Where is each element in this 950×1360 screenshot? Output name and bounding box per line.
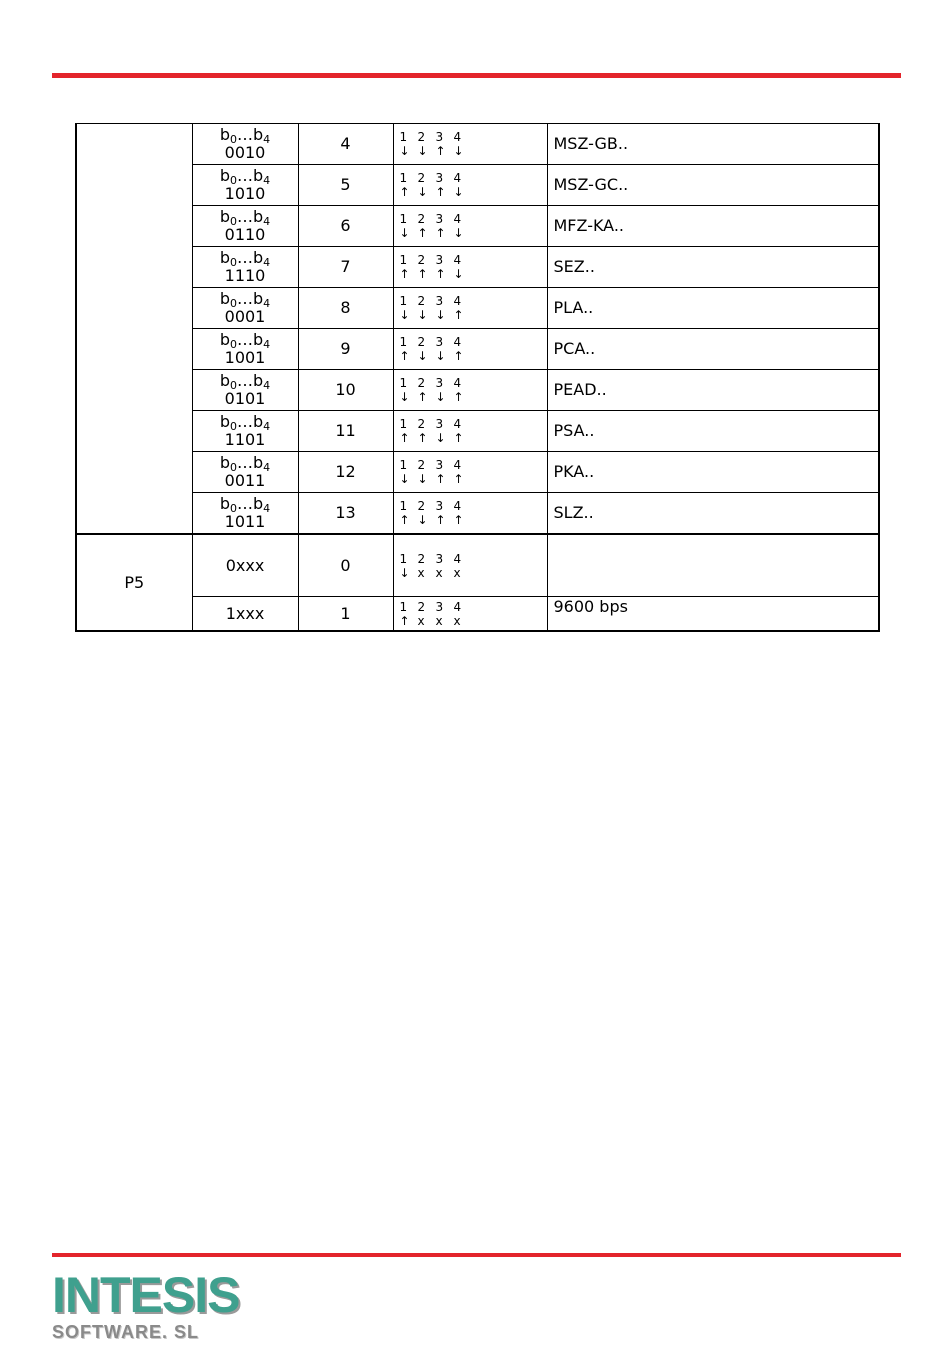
switch-state-arrow: ↓ (399, 472, 410, 486)
bit-letter: b (219, 289, 230, 308)
switch-state-arrow: ↓ (399, 390, 410, 404)
switch-states (400, 226, 547, 240)
dip-switch-positions (393, 124, 547, 165)
switch-numbers (400, 417, 547, 431)
logo-wordmark: INTESIS (52, 1267, 240, 1323)
bits-range-label (193, 372, 298, 390)
switch-number: 4 (453, 130, 462, 144)
bits-value: 0101 (224, 389, 266, 408)
bit-subscript: 0 (230, 379, 237, 392)
switch-state-arrow: ↓ (417, 472, 428, 486)
table-row (76, 370, 879, 411)
switch-number: 4 (453, 212, 462, 226)
switch-state-arrow: ↓ (417, 349, 428, 363)
switch-states (400, 614, 547, 628)
switch-states (400, 513, 547, 527)
bit-subscript: 0 (230, 215, 237, 228)
bit-letter: b (219, 125, 230, 144)
switch-state-arrow: ↑ (399, 185, 410, 199)
switch-state-arrow: ↑ (435, 185, 446, 199)
switch-numbers (400, 212, 547, 226)
switch-state-arrow: ↑ (435, 144, 446, 158)
switch-number: 1 (399, 599, 408, 614)
switch-state-arrow: ↑ (453, 472, 464, 486)
model-cell (547, 534, 879, 597)
switch-states (400, 308, 547, 322)
switch-number: 1 (399, 376, 408, 390)
bits-cell (192, 288, 298, 329)
switch-number: 3 (435, 335, 444, 349)
switch-state-arrow: x (435, 565, 443, 580)
bits-range-label (193, 413, 298, 431)
switch-number: 3 (435, 212, 444, 226)
table-row (76, 247, 879, 288)
model-cell: PSA.. (547, 411, 879, 452)
value-cell: 7 (298, 247, 393, 288)
switch-state-arrow: ↑ (435, 267, 446, 281)
bit-letter: b (219, 412, 230, 431)
switch-number: 2 (417, 212, 426, 226)
dip-switch-positions (393, 452, 547, 493)
switch-state-arrow: ↑ (399, 513, 410, 527)
switch-state-arrow: ↓ (453, 226, 464, 240)
switch-state-arrow: ↓ (435, 308, 446, 322)
switch-numbers (400, 600, 547, 614)
switch-number: 2 (417, 458, 426, 472)
switch-state-arrow: x (453, 565, 461, 580)
switch-number: 2 (417, 551, 426, 566)
switch-state-arrow: ↑ (435, 226, 446, 240)
table-row (76, 493, 879, 535)
switch-state-arrow: ↑ (417, 267, 428, 281)
bit-letter: b (219, 371, 230, 390)
switch-number: 4 (453, 417, 462, 431)
model-cell: PEAD.. (547, 370, 879, 411)
switch-state-arrow: ↑ (453, 308, 464, 322)
switch-state-arrow: ↓ (417, 513, 428, 527)
model-cell: 9600 bps (547, 597, 879, 632)
bit-subscript: 0 (230, 133, 237, 146)
switch-state-arrow: ↓ (435, 431, 446, 445)
switch-number: 3 (435, 599, 444, 614)
bit-range-dots: …b (237, 125, 264, 144)
dip-switch-positions (393, 411, 547, 452)
bit-range-dots: …b (237, 453, 264, 472)
bits-range-label (193, 290, 298, 308)
bit-range-dots: …b (237, 494, 264, 513)
bits-value: 0011 (224, 471, 266, 490)
switch-state-arrow: ↑ (453, 513, 464, 527)
table-row (76, 206, 879, 247)
bits-cell (192, 411, 298, 452)
switch-state-arrow: ↑ (399, 613, 410, 628)
switch-number: 4 (453, 458, 462, 472)
switch-state-arrow: ↓ (399, 308, 410, 322)
logo-subtitle: SOFTWARE. SL (52, 1322, 199, 1342)
switch-number: 2 (417, 253, 426, 267)
value-cell: 8 (298, 288, 393, 329)
bit-subscript: 4 (263, 297, 271, 310)
value-cell: 6 (298, 206, 393, 247)
switch-state-arrow: ↑ (399, 349, 410, 363)
bits-range-label (193, 331, 298, 349)
bit-range-dots: …b (237, 371, 264, 390)
switch-number: 2 (417, 335, 426, 349)
switch-number: 3 (435, 551, 444, 566)
switch-number: 2 (417, 130, 426, 144)
bit-range-dots: …b (237, 166, 264, 185)
bit-subscript: 0 (230, 461, 237, 474)
switch-numbers (400, 458, 547, 472)
bit-subscript: 0 (230, 256, 237, 269)
switch-state-arrow: ↓ (417, 185, 428, 199)
bit-subscript: 0 (230, 338, 237, 351)
switch-state-arrow: ↓ (417, 308, 428, 322)
dip-switch-positions (393, 247, 547, 288)
bits-cell (192, 329, 298, 370)
value-cell: 0 (298, 534, 393, 597)
bit-subscript: 0 (230, 420, 237, 433)
switch-state-arrow: ↑ (417, 226, 428, 240)
switch-number: 4 (453, 376, 462, 390)
bits-value: 1010 (224, 184, 266, 203)
footer-rule (52, 1253, 901, 1257)
bits-range-label (193, 249, 298, 267)
bits-range-label (193, 208, 298, 226)
switch-state-arrow: ↑ (417, 390, 428, 404)
bit-subscript: 4 (263, 420, 271, 433)
switch-number: 2 (417, 376, 426, 390)
bits-value: 1001 (224, 348, 266, 367)
table-row (76, 124, 879, 165)
bit-range-dots: …b (237, 207, 264, 226)
model-cell: MSZ-GC.. (547, 165, 879, 206)
table-row (76, 411, 879, 452)
switch-number: 4 (453, 551, 462, 566)
switch-state-arrow: x (417, 613, 425, 628)
bits-value: 1011 (224, 512, 266, 531)
bits-value: 1101 (224, 430, 266, 449)
bit-letter: b (219, 494, 230, 513)
bit-range-dots: …b (237, 248, 264, 267)
switch-number: 3 (435, 294, 444, 308)
switch-number: 3 (435, 130, 444, 144)
switch-number: 3 (435, 499, 444, 513)
bit-subscript: 4 (263, 461, 271, 474)
value-cell: 1 (298, 597, 393, 632)
bits-value: 1110 (224, 266, 266, 285)
bit-letter: b (219, 453, 230, 472)
switch-number: 4 (453, 499, 462, 513)
switch-state-arrow: ↓ (453, 267, 464, 281)
switch-number: 4 (453, 335, 462, 349)
bit-letter: b (219, 248, 230, 267)
bit-range-dots: …b (237, 330, 264, 349)
header-rule (52, 73, 901, 78)
bits-range-label (193, 167, 298, 185)
parameter-cell-empty (76, 124, 192, 535)
switch-state-arrow: ↑ (435, 472, 446, 486)
bit-letter: b (219, 330, 230, 349)
switch-number: 1 (399, 130, 408, 144)
bits-cell (192, 247, 298, 288)
switch-numbers (400, 171, 547, 185)
bit-subscript: 4 (263, 256, 271, 269)
switch-numbers (400, 294, 547, 308)
value-cell: 13 (298, 493, 393, 535)
model-cell: PLA.. (547, 288, 879, 329)
switch-number: 4 (453, 253, 462, 267)
bits-cell: 1xxx (192, 597, 298, 632)
switch-numbers (400, 376, 547, 390)
bits-cell (192, 124, 298, 165)
switch-number: 1 (399, 212, 408, 226)
switch-numbers (400, 253, 547, 267)
switch-states (400, 390, 547, 404)
dip-switch-positions (393, 534, 547, 597)
value-cell: 11 (298, 411, 393, 452)
switch-state-arrow: ↑ (453, 431, 464, 445)
switch-state-arrow: x (435, 613, 443, 628)
switch-numbers (400, 552, 547, 566)
table-row (76, 452, 879, 493)
switch-number: 1 (399, 171, 408, 185)
model-cell: SEZ.. (547, 247, 879, 288)
bits-cell (192, 370, 298, 411)
dip-switch-positions (393, 288, 547, 329)
switch-state-arrow: ↑ (453, 390, 464, 404)
model-cell: PKA.. (547, 452, 879, 493)
bits-value: 0010 (224, 143, 266, 162)
switch-state-arrow: x (417, 565, 425, 580)
switch-number: 2 (417, 599, 426, 614)
bit-letter: b (219, 207, 230, 226)
switch-numbers (400, 335, 547, 349)
bit-subscript: 4 (263, 379, 271, 392)
bit-subscript: 4 (263, 215, 271, 228)
model-cell: MSZ-GB.. (547, 124, 879, 165)
switch-number: 1 (399, 551, 408, 566)
switch-number: 3 (435, 458, 444, 472)
bit-letter: b (219, 166, 230, 185)
bits-range-label (193, 495, 298, 513)
dip-switch-positions (393, 370, 547, 411)
switch-state-arrow: ↑ (399, 431, 410, 445)
switch-number: 3 (435, 417, 444, 431)
bits-cell (192, 206, 298, 247)
switch-state-arrow: ↓ (399, 565, 410, 580)
switch-number: 3 (435, 171, 444, 185)
switch-state-arrow: ↑ (399, 267, 410, 281)
switch-state-arrow: ↓ (453, 144, 464, 158)
switch-number: 1 (399, 417, 408, 431)
bits-cell: 0xxx (192, 534, 298, 597)
switch-number: 1 (399, 499, 408, 513)
switch-number: 2 (417, 171, 426, 185)
switch-number: 2 (417, 417, 426, 431)
dip-switch-positions (393, 165, 547, 206)
table-row (76, 597, 879, 632)
switch-state-arrow: ↑ (417, 431, 428, 445)
bit-range-dots: …b (237, 412, 264, 431)
switch-state-arrow: x (453, 613, 461, 628)
dip-switch-positions (393, 206, 547, 247)
bits-value: 0001 (224, 307, 266, 326)
switch-state-arrow: ↓ (453, 185, 464, 199)
switch-number: 4 (453, 294, 462, 308)
bit-subscript: 0 (230, 174, 237, 187)
switch-number: 3 (435, 376, 444, 390)
bits-range-label (193, 454, 298, 472)
switch-number: 1 (399, 294, 408, 308)
parameter-cell: P5 (76, 534, 192, 631)
bit-subscript: 4 (263, 133, 271, 146)
switch-state-arrow: ↓ (417, 144, 428, 158)
switch-number: 4 (453, 599, 462, 614)
switch-state-arrow: ↑ (453, 349, 464, 363)
table-row (76, 165, 879, 206)
switch-number: 4 (453, 171, 462, 185)
switch-states (400, 144, 547, 158)
value-cell: 9 (298, 329, 393, 370)
switch-number: 1 (399, 253, 408, 267)
switch-states (400, 267, 547, 281)
bits-range-label (193, 126, 298, 144)
model-cell: SLZ.. (547, 493, 879, 535)
table-row (76, 534, 879, 597)
switch-state-arrow: ↓ (399, 144, 410, 158)
switch-states (400, 431, 547, 445)
switch-state-arrow: ↓ (435, 390, 446, 404)
switch-states (400, 185, 547, 199)
bits-cell (192, 165, 298, 206)
switch-states (400, 566, 547, 580)
bit-subscript: 4 (263, 338, 271, 351)
dip-switch-positions (393, 329, 547, 370)
bits-cell (192, 452, 298, 493)
bit-subscript: 4 (263, 502, 271, 515)
bit-range-dots: …b (237, 289, 264, 308)
switch-numbers (400, 499, 547, 513)
table-row (76, 288, 879, 329)
intesis-logo (52, 1267, 240, 1342)
value-cell: 5 (298, 165, 393, 206)
model-cell: PCA.. (547, 329, 879, 370)
dip-switch-positions (393, 597, 547, 632)
bit-subscript: 4 (263, 174, 271, 187)
model-cell: MFZ-KA.. (547, 206, 879, 247)
switch-state-arrow: ↓ (435, 349, 446, 363)
bits-cell (192, 493, 298, 535)
bit-subscript: 0 (230, 502, 237, 515)
switch-number: 1 (399, 458, 408, 472)
value-cell: 12 (298, 452, 393, 493)
switch-numbers (400, 130, 547, 144)
switch-states (400, 349, 547, 363)
value-cell: 4 (298, 124, 393, 165)
switch-number: 2 (417, 294, 426, 308)
switch-number: 3 (435, 253, 444, 267)
dip-switch-config-table (75, 123, 880, 632)
switch-number: 1 (399, 335, 408, 349)
value-cell: 10 (298, 370, 393, 411)
bit-subscript: 0 (230, 297, 237, 310)
bits-value: 0110 (224, 225, 266, 244)
switch-number: 2 (417, 499, 426, 513)
switch-states (400, 472, 547, 486)
switch-state-arrow: ↑ (435, 513, 446, 527)
switch-state-arrow: ↓ (399, 226, 410, 240)
dip-switch-positions (393, 493, 547, 535)
table-row (76, 329, 879, 370)
